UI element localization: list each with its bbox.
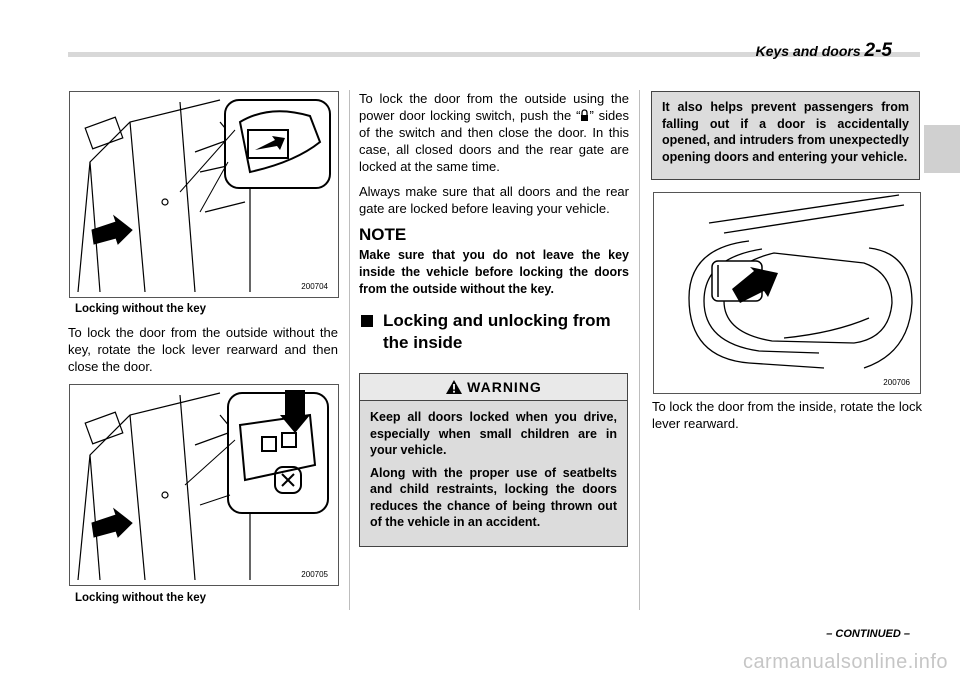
warning-title: WARNING: [467, 379, 542, 395]
continued-label: – CONTINUED –: [826, 628, 910, 640]
body-paragraph: Always make sure that all doors and the rear gate are locked before leaving your vehicle.: [359, 184, 629, 216]
figure-code: 200704: [301, 282, 328, 291]
warning-text: Keep all doors locked when you drive, especially when small children are in your vehicle.: [370, 410, 617, 457]
watermark: carmanualsonline.info: [742, 651, 948, 673]
section-heading: [359, 310, 629, 354]
square-bullet-icon: [361, 315, 373, 327]
note-title: NOTE: [359, 225, 407, 244]
figure-door-lock-lever-outside: [69, 91, 339, 298]
page-header: [756, 40, 892, 62]
body-paragraph: To lock the door from the inside, rotate the lock lever rearward.: [652, 399, 922, 431]
text-fragment: ” sides of the switch and then close the door. In this case, all closed doors and the rear gate are locked at the same time.: [359, 108, 630, 174]
chapter-tab: [924, 125, 960, 173]
figure-code: 200706: [883, 378, 910, 387]
body-paragraph: [359, 90, 629, 175]
warning-text: It also helps prevent passengers from falling out if a door is accidentally opened, and intruders from unexpectedly opening doors and entering your vehicle.: [662, 100, 909, 164]
door-lever-illustration: [70, 92, 338, 297]
body-paragraph: To lock the door from the outside without the key, rotate the lock lever rearward and then close the door.: [68, 325, 338, 374]
inside-lever-illustration: [654, 193, 920, 393]
text-fragment: To lock the door from the outside using the power door locking switch, push the “: [359, 91, 629, 123]
page-number: 2-5: [864, 40, 892, 61]
column-divider-1: [349, 90, 350, 610]
figure-code: 200705: [301, 570, 328, 579]
warning-header: [360, 374, 627, 401]
door-switch-illustration: [70, 385, 338, 585]
section-title: Locking and unlocking from the inside: [383, 311, 611, 352]
column-divider-2: [639, 90, 640, 610]
middle-column: [359, 90, 629, 354]
warning-triangle-icon: [445, 379, 463, 395]
warning-continued-box: [651, 91, 920, 180]
note-text: Make sure that you do not leave the key inside the vehicle before locking the doors from the outside without the key.: [359, 248, 629, 296]
section-name: Keys and doors: [755, 43, 861, 59]
figure-inside-lock-lever: [653, 192, 921, 394]
warning-text: Along with the proper use of seatbelts and child restraints, locking the doors reduces the chance of being thrown out of the vehicle in an accident.: [370, 465, 617, 529]
figure-door-lock-switch-outside: [69, 384, 339, 586]
figure-caption: Locking without the key: [75, 303, 206, 315]
warning-box: [359, 373, 628, 547]
figure-caption: Locking without the key: [75, 592, 206, 604]
